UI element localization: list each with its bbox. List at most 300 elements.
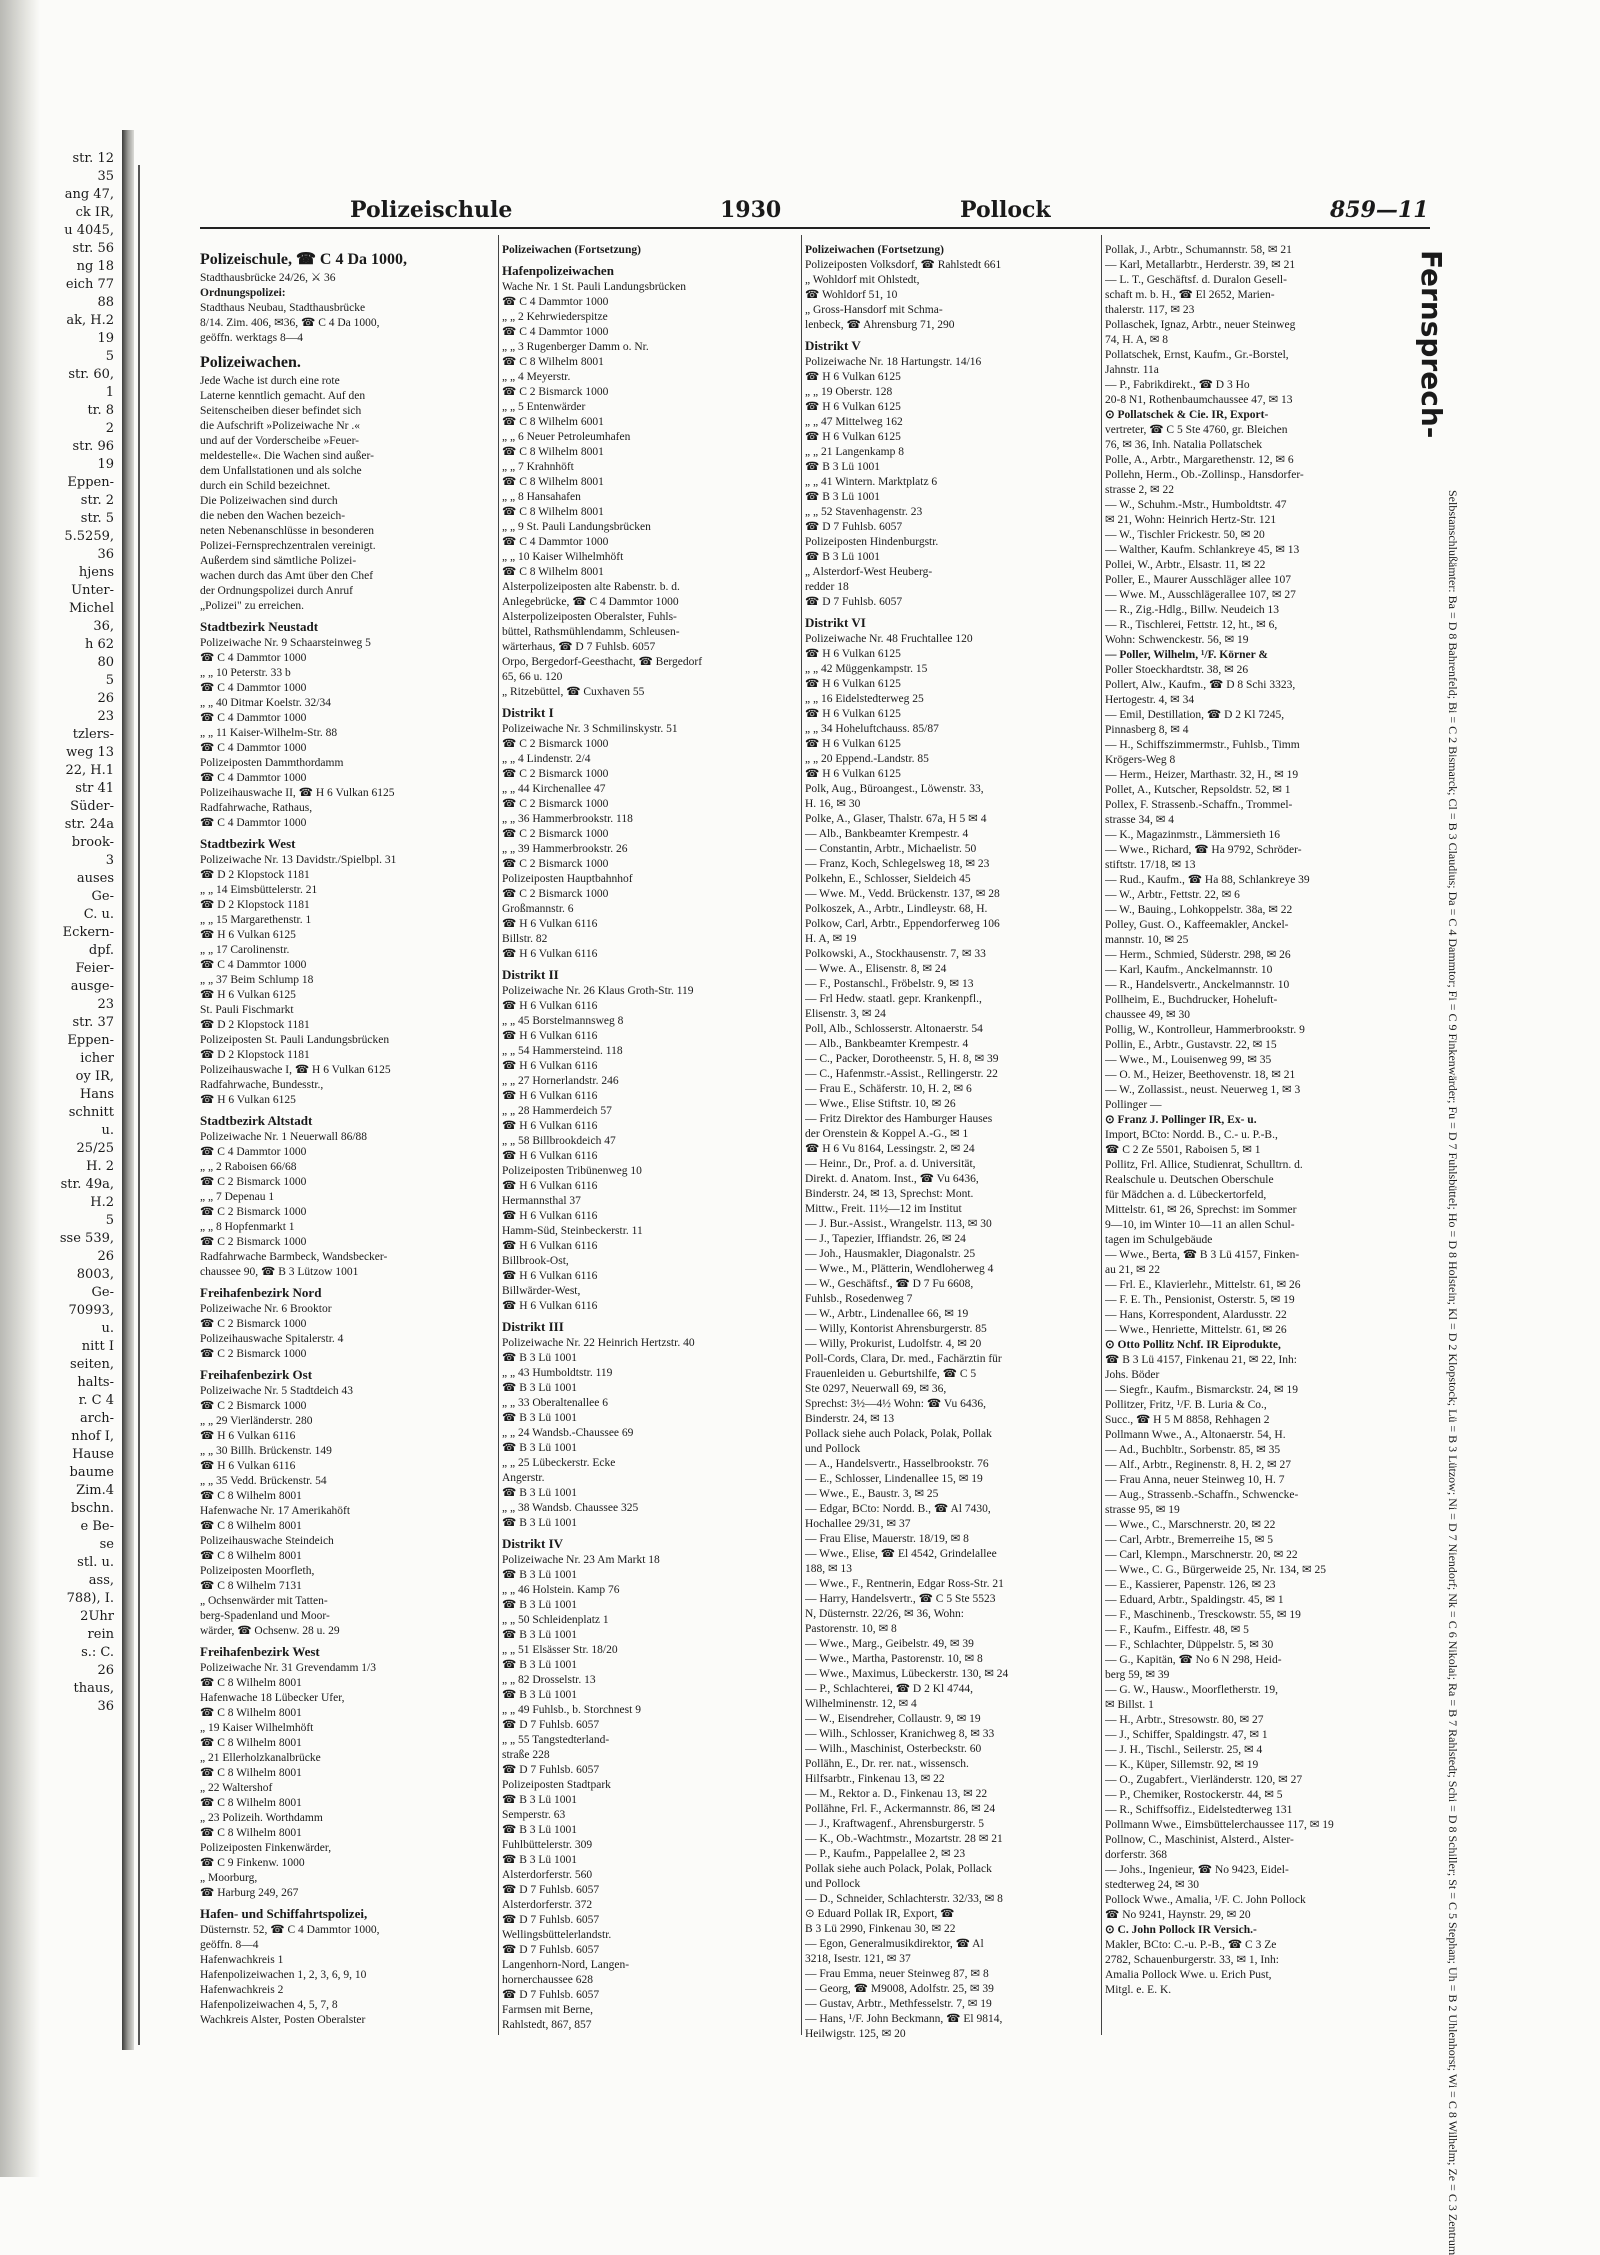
directory-line: Seitenscheiben dieser befindet sich xyxy=(200,405,362,417)
directory-line: — Karl, Metallarbtr., Herderstr. 39, ✉ 21 xyxy=(1105,259,1296,271)
directory-line: Polk, Aug., Büroangest., Löwenstr. 33, xyxy=(805,783,984,795)
left-fragment-line: Eppen- xyxy=(67,475,114,490)
header-right: Pollock xyxy=(960,197,1051,223)
directory-line: schaft m. b. H., ☎ El 2652, Marien- xyxy=(1105,289,1275,301)
left-fragment-line: str. 56 xyxy=(72,241,114,256)
directory-line: Sprechst: 3½—4½ Wohn: ☎ Vu 6436, xyxy=(805,1398,986,1410)
directory-line: Pollnow, C., Maschinist, Alsterd., Alster- xyxy=(1105,1834,1294,1846)
directory-line: „Polizei" zu erreichen. xyxy=(200,600,304,612)
left-fragment-line: Ge- xyxy=(91,889,114,904)
directory-line: Pollei, W., Arbtr., Elsastr. 11, ✉ 22 xyxy=(1105,559,1266,571)
directory-line: ☎ D 7 Fuhlsb. 6057 xyxy=(502,1719,600,1731)
directory-line: Polizeiwachen (Fortsetzung) xyxy=(502,244,641,256)
directory-line: „ Alsterdorf-West Heuberg- xyxy=(805,566,933,578)
directory-line: Polizeihauswache Spitalerstr. 4 xyxy=(200,1333,344,1345)
directory-line: ☎ Wohldorf 51, 10 xyxy=(805,289,898,301)
directory-line: H. 16, ✉ 30 xyxy=(805,798,861,810)
directory-line: — R., Handelsvertr., Anckelmannstr. 10 xyxy=(1105,979,1290,991)
left-fragment-line: oy IR, xyxy=(75,1069,114,1084)
directory-line: ☎ C 4 Dammtor 1000 xyxy=(200,817,307,829)
directory-line: „ „ 16 Eidelstedterweg 25 xyxy=(805,693,924,705)
directory-line: Außerdem sind sämtliche Polizei- xyxy=(200,555,357,567)
left-fragment-line: u. xyxy=(101,1123,114,1138)
directory-line: — Wwe., Elise Stiftstr. 10, ✉ 26 xyxy=(805,1098,956,1110)
directory-line: ☎ H 6 Vulkan 6116 xyxy=(200,1430,296,1442)
directory-line: Pollehn, Herm., Ob.-Zollinsp., Hansdorfer- xyxy=(1105,469,1304,481)
left-fragment-line: C. u. xyxy=(83,907,114,922)
directory-line: — W., Geschäftsf., ☎ D 7 Fu 6608, xyxy=(805,1278,974,1290)
directory-line: ☎ B 3 Lü 1001 xyxy=(502,1794,578,1806)
directory-line: lenbeck, ☎ Ahrensburg 71, 290 xyxy=(805,319,955,331)
directory-line: — E., Schlosser, Lindenallee 15, ✉ 19 xyxy=(805,1473,983,1485)
directory-line: — Gustav, Arbtr., Methfesselstr. 7, ✉ 19 xyxy=(805,1998,992,2010)
directory-line: ☎ C 8 Wilhelm 8001 xyxy=(502,566,604,578)
directory-line: — P., Chemiker, Rostockerstr. 44, ✉ 5 xyxy=(1105,1789,1283,1801)
directory-line: ☎ C 8 Wilhelm 8001 xyxy=(200,1550,302,1562)
directory-line: Amalia Pollock Wwe. u. Erich Pust, xyxy=(1105,1969,1272,1981)
directory-line: „ Wohldorf mit Ohlstedt, xyxy=(805,274,920,286)
directory-line: Polkowski, A., Stockhausenstr. 7, ✉ 33 xyxy=(805,948,986,960)
directory-line: ☎ H 6 Vulkan 6116 xyxy=(502,1150,598,1162)
left-fragment-line: u. xyxy=(101,1321,114,1336)
directory-line: Fuhlbüttelerstr. 309 xyxy=(502,1839,593,1851)
directory-line: hornerchaussee 628 xyxy=(502,1974,594,1986)
directory-line: „ „ 5 Entenwärder xyxy=(502,401,586,413)
directory-line: — Wwe. M., Ausschlägerallee 107, ✉ 27 xyxy=(1105,589,1296,601)
directory-line: Polkoszek, A., Arbtr., Lindleystr. 68, H. xyxy=(805,903,988,915)
directory-line: „ „ 43 Humboldtstr. 119 xyxy=(502,1367,613,1379)
directory-line: Poll, Alb., Schlosserstr. Altonaerstr. 54 xyxy=(805,1023,983,1035)
directory-line: thalerstr. 117, ✉ 23 xyxy=(1105,304,1195,316)
directory-line: „ „ 4 Meyerstr. xyxy=(502,371,571,383)
directory-line: ☎ B 3 Lü 1001 xyxy=(502,1442,578,1454)
header-left: Polizeischule xyxy=(350,197,513,223)
directory-line: „ „ 39 Hammerbrookstr. 26 xyxy=(502,843,628,855)
directory-line: ☎ D 2 Klopstock 1181 xyxy=(200,1049,310,1061)
directory-line: — E., Kassierer, Papenstr. 126, ✉ 23 xyxy=(1105,1579,1276,1591)
directory-line: 8/14. Zim. 406, ✉36, ☎ C 4 Da 1000, xyxy=(200,317,380,329)
directory-line: ☎ H 6 Vulkan 6125 xyxy=(805,401,901,413)
directory-line: Pollmann Wwe., A., Altonaerstr. 54, H. xyxy=(1105,1429,1286,1441)
directory-line: Import, BCto: Nordd. B., C.- u. P.-B., xyxy=(1105,1129,1278,1141)
directory-line: Hafenwachkreis 2 xyxy=(200,1984,284,1996)
directory-line: — Edgar, BCto: Nordd. B., ☎ Al 7430, xyxy=(805,1503,991,1515)
directory-line: Pollert, Alw., Kaufm., ☎ D 8 Schi 3323, xyxy=(1105,679,1296,691)
directory-line: — W., Schuhm.-Mstr., Humboldtstr. 47 xyxy=(1105,499,1287,511)
directory-line: — Wwe., Henriette, Mittelstr. 61, ✉ 26 xyxy=(1105,1324,1287,1336)
directory-line: ☎ C 8 Wilhelm 8001 xyxy=(502,476,604,488)
directory-line: — W., Tischler Frickestr. 50, ✉ 20 xyxy=(1105,529,1265,541)
directory-line: ☎ C 4 Dammtor 1000 xyxy=(502,536,609,548)
directory-line: — R., Zig.-Hdlg., Billw. Neudeich 13 xyxy=(1105,604,1279,616)
directory-line: Ste 0297, Neuerwall 69, ✉ 36, xyxy=(805,1383,947,1395)
left-fragment-line: e Be- xyxy=(80,1519,114,1534)
directory-line: Die Polizeiwachen sind durch xyxy=(200,495,338,507)
directory-line: ☎ C 4 Dammtor 1000 xyxy=(200,772,307,784)
directory-line: ☎ C 2 Bismarck 1000 xyxy=(200,1318,307,1330)
directory-line: Stadtbezirk West xyxy=(200,836,296,851)
directory-line: — P., Kaufm., Pappelallee 2, ✉ 23 xyxy=(805,1848,966,1860)
directory-line: ✉ 21, Wohn: Heinrich Hertz-Str. 121 xyxy=(1105,514,1277,526)
left-fragment-line: ausge- xyxy=(70,979,114,994)
header-year: 1930 xyxy=(720,197,782,223)
directory-line: Freihafenbezirk West xyxy=(200,1644,320,1659)
directory-line: ☎ C 4 Dammtor 1000 xyxy=(200,1146,307,1158)
directory-line: — M., Rektor a. D., Finkenau 13, ✉ 22 xyxy=(805,1788,988,1800)
left-fragment-line: Feier- xyxy=(75,961,114,976)
directory-line: — Alb., Bankbeamter Krempestr. 4 xyxy=(805,828,969,840)
directory-line: N, Düsternstr. 22/26, ✉ 36, Wohn: xyxy=(805,1608,964,1620)
directory-line: Wachkreis Alster, Posten Oberalster xyxy=(200,2014,366,2026)
directory-line: „ „ 41 Wintern. Marktplatz 6 xyxy=(805,476,938,488)
left-fragment-line: u 4045, xyxy=(64,223,114,238)
left-fragment-line: Süder- xyxy=(70,799,114,814)
directory-line: Hafenpolizeiwachen xyxy=(502,263,614,278)
directory-line: „ 22 Waltershof xyxy=(200,1782,273,1794)
directory-line: ☎ Harburg 249, 267 xyxy=(200,1887,299,1899)
directory-line: Polizeiposten Moorfleth, xyxy=(200,1565,315,1577)
directory-line: — Wwe., Berta, ☎ B 3 Lü 4157, Finken- xyxy=(1105,1249,1300,1261)
directory-line: berg 59, ✉ 39 xyxy=(1105,1669,1170,1681)
left-fragment-line: ang 47, xyxy=(64,187,114,202)
directory-line: ⊙ Eduard Pollak IR, Export, ☎ xyxy=(805,1908,955,1920)
directory-line: ☎ D 7 Fuhlsb. 6057 xyxy=(805,596,903,608)
directory-line: und Pollock xyxy=(805,1878,861,1890)
directory-line: Polizeiwache Nr. 26 Klaus Groth-Str. 119 xyxy=(502,985,694,997)
directory-line: — D., Schneider, Schlachterstr. 32/33, ✉ 8 xyxy=(805,1893,1003,1905)
left-fragment-line: hjens xyxy=(78,565,114,580)
left-fragment-line: 5 xyxy=(105,673,114,688)
directory-line: — H., Schiffszimmermstr., Fuhlsb., Timm xyxy=(1105,739,1300,751)
left-fragment-line: stl. u. xyxy=(77,1555,114,1570)
directory-line: Frauenleiden u. Geburtshilfe, ☎ C 5 xyxy=(805,1368,977,1380)
directory-line: Pollitz, Frl. Allice, Studienrat, Schulltrn. d. xyxy=(1105,1159,1303,1171)
directory-line: Polizeiposten Dammthordamm xyxy=(200,757,344,769)
directory-line: ☎ C 8 Wilhelm 8001 xyxy=(200,1490,302,1502)
directory-line: — Egon, Generalmusikdirektor, ☎ Al xyxy=(805,1938,984,1950)
directory-line: ✉ Billst. 1 xyxy=(1105,1699,1154,1711)
directory-line: — Wilh., Schlosser, Kranichweg 8, ✉ 33 xyxy=(805,1728,995,1740)
directory-line: Alsterpolizeiposten alte Rabenstr. b. d. xyxy=(502,581,680,593)
directory-line: „ „ 42 Müggenkampstr. 15 xyxy=(805,663,928,675)
left-fragment-line: s.: C. xyxy=(81,1645,114,1660)
directory-line: — Wwe., C. G., Bürgerweide 25, Nr. 134, ✉ 25 xyxy=(1105,1564,1326,1576)
directory-line: Polizeihauswache II, ☎ H 6 Vulkan 6125 xyxy=(200,787,395,799)
directory-line: „ „ 35 Vedd. Brückenstr. 54 xyxy=(200,1475,327,1487)
directory-line: ☎ B 3 Lü 1001 xyxy=(502,1629,578,1641)
directory-line: ☎ C 2 Bismarck 1000 xyxy=(200,1176,307,1188)
directory-line: ☎ B 3 Lü 1001 xyxy=(502,1412,578,1424)
directory-line: Wohn: Schwenckestr. 56, ✉ 19 xyxy=(1105,634,1249,646)
directory-line: ☎ H 6 Vulkan 6116 xyxy=(200,1460,296,1472)
directory-line: Poll-Cords, Clara, Dr. med., Fachärztin für xyxy=(805,1353,1002,1365)
directory-line: — Poller, Wilhelm, ¹/F. Körner & xyxy=(1105,649,1268,661)
directory-line: „ „ 82 Drosselstr. 13 xyxy=(502,1674,596,1686)
directory-line: wärterhaus, ☎ D 7 Fuhlsb. 6057 xyxy=(502,641,656,653)
directory-line: „ „ 27 Hornerlandstr. 246 xyxy=(502,1075,619,1087)
book-gutter xyxy=(122,130,134,2050)
directory-line: — F., Maschinenb., Tresckowstr. 55, ✉ 19 xyxy=(1105,1609,1301,1621)
directory-line: Wache Nr. 1 St. Pauli Landungsbrücken xyxy=(502,281,686,293)
directory-line: Alsterpolizeiposten Oberalster, Fuhls- xyxy=(502,611,677,623)
left-fragment-line: 5 xyxy=(105,1213,114,1228)
directory-line: Radfahrwache, Bundesstr., xyxy=(200,1079,324,1091)
directory-line: — J., Schiffer, Spaldingstr. 47, ✉ 1 xyxy=(1105,1729,1268,1741)
directory-line: — O., Zugabfert., Vierländerstr. 120, ✉ 27 xyxy=(1105,1774,1303,1786)
directory-line: — K., Ob.-Wachtmstr., Mozartstr. 28 ✉ 21 xyxy=(805,1833,1003,1845)
directory-line: ☎ B 3 Lü 1001 xyxy=(805,461,881,473)
directory-line: — Wwe., M., Louisenweg 99, ✉ 35 xyxy=(1105,1054,1272,1066)
directory-line: Radfahrwache Barmbeck, Wandsbecker- xyxy=(200,1251,388,1263)
directory-line: ☎ B 3 Lü 1001 xyxy=(502,1517,578,1529)
directory-line: ☎ C 8 Wilhelm 8001 xyxy=(200,1827,302,1839)
left-fragment-line: baume xyxy=(69,1465,114,1480)
directory-line: Polizeihauswache Steindeich xyxy=(200,1535,334,1547)
directory-line: 76, ✉ 36, Inh. Natalia Pollatschek xyxy=(1105,439,1263,451)
directory-line: Billwärder-West, xyxy=(502,1285,581,1297)
directory-line: ☎ C 2 Bismarck 1000 xyxy=(502,828,609,840)
directory-line: ☎ C 8 Wilhelm 8001 xyxy=(200,1797,302,1809)
directory-line: ☎ C 8 Wilhelm 8001 xyxy=(200,1520,302,1532)
directory-line: Pollig, W., Kontrolleur, Hammerbrookstr. 9 xyxy=(1105,1024,1305,1036)
directory-line: — Willy, Prokurist, Ludolfstr. 4, ✉ 20 xyxy=(805,1338,982,1350)
directory-line: au 21, ✉ 22 xyxy=(1105,1264,1160,1276)
directory-line: Alsterdorferstr. 372 xyxy=(502,1899,593,1911)
directory-line: — Herm., Heizer, Marthastr. 32, H., ✉ 19 xyxy=(1105,769,1299,781)
directory-line: Polizeiposten Tribünenweg 10 xyxy=(502,1165,642,1177)
directory-line: Stadtbezirk Neustadt xyxy=(200,619,319,634)
directory-line: ☎ C 4 Dammtor 1000 xyxy=(502,326,609,338)
directory-line: — J., Kraftwagenf., Ahrensburgerstr. 5 xyxy=(805,1818,984,1830)
left-fragment-line: 23 xyxy=(97,997,114,1012)
directory-line: Polizeiwache Nr. 3 Schmilinskystr. 51 xyxy=(502,723,678,735)
directory-line: Makler, BCto: C.-u. P.-B., ☎ C 3 Ze xyxy=(1105,1939,1277,1951)
directory-line: ☎ C 2 Bismarck 1000 xyxy=(200,1206,307,1218)
directory-line: — Alf., Arbtr., Reginenstr. 8, H. 2, ✉ 27 xyxy=(1105,1459,1291,1471)
directory-line: ☎ H 6 Vu 8164, Lessingstr. 2, ✉ 24 xyxy=(805,1143,975,1155)
directory-line: Alsterdorferstr. 560 xyxy=(502,1869,593,1881)
directory-line: 20-8 N1, Rothenbaumchaussee 47, ✉ 13 xyxy=(1105,394,1293,406)
directory-line: Polizeiwachen (Fortsetzung) xyxy=(805,244,944,256)
directory-line: „ „ 8 Hopfenmarkt 1 xyxy=(200,1221,295,1233)
left-fragment-line: 19 xyxy=(97,457,114,472)
directory-line: — J. H., Tischl., Seilerstr. 25, ✉ 4 xyxy=(1105,1744,1263,1756)
left-fragment-line: ck IR, xyxy=(75,205,114,220)
left-fragment-line: 788), I. xyxy=(66,1591,114,1606)
directory-line: — Harry, Handelsvertr., ☎ C 5 Ste 5523 xyxy=(805,1593,996,1605)
directory-line: „ „ 54 Hammersteind. 118 xyxy=(502,1045,623,1057)
directory-line: — F. E. Th., Pensionist, Osterstr. 5, ✉ 19 xyxy=(1105,1294,1295,1306)
left-fragment-line: 22, H.1 xyxy=(65,763,114,778)
directory-line: — Constantin, Arbtr., Michaelistr. 50 xyxy=(805,843,977,855)
directory-line: Hilfsarbtr., Finkenau 13, ✉ 22 xyxy=(805,1773,945,1785)
directory-line: ☎ C 9 Finkenw. 1000 xyxy=(200,1857,305,1869)
directory-line: ☎ H 6 Vulkan 6116 xyxy=(502,1300,598,1312)
directory-line: ☎ B 3 Lü 1001 xyxy=(502,1569,578,1581)
left-fragment-line: Hause xyxy=(72,1447,114,1462)
directory-line: Pollähne, Frl. F., Ackermannstr. 86, ✉ 24 xyxy=(805,1803,996,1815)
directory-line: „ Ochsenwärder mit Tatten- xyxy=(200,1595,328,1607)
left-fragment-line: nhof I, xyxy=(71,1429,114,1444)
left-fragment-line: Hans xyxy=(79,1087,114,1102)
directory-line: Jahnstr. 11a xyxy=(1105,364,1159,376)
left-fragment-line: halts- xyxy=(77,1375,114,1390)
directory-line: — C., Packer, Dorotheenstr. 5, H. 8, ✉ 39 xyxy=(805,1053,999,1065)
left-fragment-line: arch- xyxy=(79,1411,114,1426)
left-fragment-line: seiten, xyxy=(70,1357,114,1372)
directory-line: Hertogestr. 4, ✉ 34 xyxy=(1105,694,1195,706)
directory-line: ⊙ C. John Pollock IR Versich.- xyxy=(1105,1924,1257,1936)
directory-line: „ „ 40 Ditmar Koelstr. 32/34 xyxy=(200,697,331,709)
directory-line: B 3 Lü 2990, Finkenau 30, ✉ 22 xyxy=(805,1923,956,1935)
directory-line: Pollet, A., Kutscher, Repsoldstr. 52, ✉ 1 xyxy=(1105,784,1291,796)
left-fragment-line: ass, xyxy=(88,1573,114,1588)
column-2 xyxy=(502,243,802,2033)
directory-line: — G. W., Hausw., Moorfletherstr. 19, xyxy=(1105,1684,1279,1696)
directory-line: ☎ C 4 Dammtor 1000 xyxy=(200,742,307,754)
directory-line: — Herm., Schmied, Süderstr. 298, ✉ 26 xyxy=(1105,949,1291,961)
directory-line: strasse 95, ✉ 19 xyxy=(1105,1504,1180,1516)
directory-line: und auf der Vorderscheibe »Feuer- xyxy=(200,435,360,447)
directory-line: Radfahrwache, Rathaus, xyxy=(200,802,313,814)
directory-line: — Wwe., M., Plätterin, Wendloherweg 4 xyxy=(805,1263,994,1275)
directory-line: Polizeiwache Nr. 1 Neuerwall 86/88 xyxy=(200,1131,368,1143)
directory-line: „ „ 33 Oberaltenallee 6 xyxy=(502,1397,608,1409)
directory-line: Polkehn, E., Schlosser, Sieldeich 45 xyxy=(805,873,971,885)
left-fragment-line: schnitt xyxy=(68,1105,114,1120)
directory-line: Fuhlsb., Rosedenweg 7 xyxy=(805,1293,913,1305)
directory-line: Semperstr. 63 xyxy=(502,1809,566,1821)
left-fragment-line: 88 xyxy=(97,295,114,310)
directory-line: „ 19 Kaiser Wilhelmhöft xyxy=(200,1722,314,1734)
directory-line: Pollin, E., Arbtr., Gustavstr. 22, ✉ 15 xyxy=(1105,1039,1277,1051)
directory-line: — W., Arbtr., Fettstr. 22, ✉ 6 xyxy=(1105,889,1240,901)
column-1 xyxy=(200,243,500,2028)
directory-line: ☎ H 6 Vulkan 6125 xyxy=(805,708,901,720)
directory-line: ☎ H 6 Vulkan 6125 xyxy=(805,648,901,660)
left-fragment-line: str. 24a xyxy=(64,817,114,832)
directory-line: Polizeiwache Nr. 6 Brooktor xyxy=(200,1303,332,1315)
directory-line: Polizeiwache Nr. 9 Schaarsteinweg 5 xyxy=(200,637,371,649)
directory-line: „ „ 10 Peterstr. 33 b xyxy=(200,667,291,679)
directory-line: — Eduard, Arbtr., Spaldingstr. 45, ✉ 1 xyxy=(1105,1594,1284,1606)
left-fragment-line: 3 xyxy=(105,853,114,868)
directory-line: „ „ 14 Eimsbüttelerstr. 21 xyxy=(200,884,318,896)
directory-line: Mittelstr. 61, ✉ 26, Sprechst: im Sommer xyxy=(1105,1204,1297,1216)
directory-line: Polizeiposten Hindenburgstr. xyxy=(805,536,939,548)
directory-line: — Karl, Kaufm., Anckelmannstr. 10 xyxy=(1105,964,1273,976)
directory-line: Distrikt VI xyxy=(805,615,866,630)
directory-line: „ „ 52 Stavenhagenstr. 23 xyxy=(805,506,923,518)
directory-line: — Johs., Ingenieur, ☎ No 9423, Eidel- xyxy=(1105,1864,1289,1876)
directory-line: für Mädchen a. d. Lübeckertorfeld, xyxy=(1105,1189,1267,1201)
directory-line: Stadtbezirk Altstadt xyxy=(200,1113,313,1128)
directory-line: „ „ 34 Hoheluftchauss. 85/87 xyxy=(805,723,939,735)
directory-line: Distrikt II xyxy=(502,967,559,982)
directory-line: wärder, ☎ Ochsenw. 28 u. 29 xyxy=(200,1625,340,1637)
directory-line: „ „ 51 Elsässer Str. 18/20 xyxy=(502,1644,618,1656)
directory-line: vertreter, ☎ C 5 Ste 4760, gr. Bleichen xyxy=(1105,424,1288,436)
directory-line: — Joh., Hausmakler, Diagonalstr. 25 xyxy=(805,1248,976,1260)
directory-line: — R., Schiffsoffiz., Eidelstedterweg 131 xyxy=(1105,1804,1293,1816)
directory-line: ☎ B 3 Lü 4157, Finkenau 21, ✉ 22, Inh: xyxy=(1105,1354,1297,1366)
directory-line: die Aufschrift »Polizeiwache Nr .« xyxy=(200,420,360,432)
directory-line: Distrikt III xyxy=(502,1319,564,1334)
directory-line: — Alb., Bankbeamter Krempestr. 4 xyxy=(805,1038,969,1050)
directory-line: ⊙ Otto Pollitz Nchf. IR Eiprodukte, xyxy=(1105,1339,1281,1351)
directory-line: straße 228 xyxy=(502,1749,550,1761)
directory-line: — F., Postanschl., Fröbelstr. 9, ✉ 13 xyxy=(805,978,974,990)
directory-line: Polizeiwache Nr. 5 Stadtdeich 43 xyxy=(200,1385,353,1397)
directory-line: ☎ C 4 Dammtor 1000 xyxy=(200,652,307,664)
directory-line: „ „ 4 Lindenstr. 2/4 xyxy=(502,753,591,765)
directory-line: „ „ 24 Wandsb.-Chaussee 69 xyxy=(502,1427,634,1439)
directory-line: mannstr. 10, ✉ 25 xyxy=(1105,934,1189,946)
directory-line: Polizeiwache Nr. 23 Am Markt 18 xyxy=(502,1554,660,1566)
directory-line: Pollinger — xyxy=(1105,1099,1162,1111)
directory-line: Laterne kenntlich gemacht. Auf den xyxy=(200,390,366,402)
directory-line: strasse 34, ✉ 4 xyxy=(1105,814,1175,826)
directory-line: — Walther, Kaufm. Schlankreye 45, ✉ 13 xyxy=(1105,544,1300,556)
left-fragment-line: 80 xyxy=(97,655,114,670)
directory-line: — F., Schlachter, Düppelstr. 5, ✉ 30 xyxy=(1105,1639,1274,1651)
directory-line: Succ., ☎ H 5 M 8858, Rehhagen 2 xyxy=(1105,1414,1270,1426)
directory-line: Polizeiwache Nr. 18 Hartungstr. 14/16 xyxy=(805,356,982,368)
directory-line: — Frau Elise, Mauerstr. 18/19, ✉ 8 xyxy=(805,1533,969,1545)
directory-line: Binderstr. 24, ✉ 13, Sprechst: Mont. xyxy=(805,1188,974,1200)
directory-line: — Frau E., Schäferstr. 10, H. 2, ✉ 6 xyxy=(805,1083,972,1095)
left-fragment-line: 25/25 xyxy=(76,1141,114,1156)
directory-line: ☎ H 6 Vulkan 6116 xyxy=(502,1000,598,1012)
directory-line: geöffn. 8—4 xyxy=(200,1939,259,1951)
directory-line: Farmsen mit Berne, xyxy=(502,2004,594,2016)
directory-line: — Carl, Klempn., Marschnerstr. 20, ✉ 22 xyxy=(1105,1549,1298,1561)
directory-line: ☎ H 6 Vulkan 6125 xyxy=(805,431,901,443)
directory-line: — Rud., Kaufm., ☎ Ha 88, Schlankreye 39 xyxy=(1105,874,1310,886)
directory-line: — Frl. E., Klavierlehr., Mittelstr. 61, ✉ 26 xyxy=(1105,1279,1301,1291)
directory-line: Pinnasberg 8, ✉ 4 xyxy=(1105,724,1189,736)
directory-line: Poller Stoeckhardtstr. 38, ✉ 26 xyxy=(1105,664,1249,676)
directory-line: ☎ C 2 Bismarck 1000 xyxy=(502,386,609,398)
page-header xyxy=(200,193,1430,229)
left-fragment-line: 2Uhr xyxy=(80,1609,114,1624)
directory-line: ⊙ Pollatschek & Cie. IR, Export- xyxy=(1105,409,1269,421)
directory-line: Pollatschek, Ernst, Kaufm., Gr.-Borstel, xyxy=(1105,349,1289,361)
directory-line: Polizeiwache Nr. 13 Davidstr./Spielbpl. 31 xyxy=(200,854,397,866)
left-fragment-line: H. 2 xyxy=(86,1159,114,1174)
left-fragment-line: 26 xyxy=(97,1663,114,1678)
directory-line: „ „ 55 Tangstedterland- xyxy=(502,1734,610,1746)
directory-line: „ Ritzebüttel, ☎ Cuxhaven 55 xyxy=(502,686,645,698)
directory-line: Polizeiwache Nr. 48 Fruchtallee 120 xyxy=(805,633,973,645)
directory-line: 9—10, im Winter 10—11 an allen Schul- xyxy=(1105,1219,1295,1231)
left-fragment-line: 70993, xyxy=(68,1303,114,1318)
directory-line: ☎ B 3 Lü 1001 xyxy=(502,1659,578,1671)
directory-line: ⊙ Franz J. Pollinger IR, Ex- u. xyxy=(1105,1114,1257,1126)
directory-line: ☎ C 8 Wilhelm 8001 xyxy=(502,446,604,458)
directory-line: Hafenwache 18 Lübecker Ufer, xyxy=(200,1692,345,1704)
directory-line: — Carl, Arbtr., Bremerreihe 15, ✉ 5 xyxy=(1105,1534,1274,1546)
left-fragment-line: Zim.4 xyxy=(76,1483,114,1498)
directory-line: Polizeiwache Nr. 22 Heinrich Hertzstr. 40 xyxy=(502,1337,695,1349)
vertical-title: Fernsprech- xyxy=(1415,250,1448,439)
directory-line: ☎ C 4 Dammtor 1000 xyxy=(200,682,307,694)
directory-line: Billbrook-Ost, xyxy=(502,1255,569,1267)
directory-line: ☎ H 6 Vulkan 6125 xyxy=(200,929,296,941)
directory-line: — C., Hafenmstr.-Assist., Rellingerstr. 22 xyxy=(805,1068,998,1080)
directory-line: Ordnungspolizei: xyxy=(200,287,286,299)
directory-line: Angerstr. xyxy=(502,1472,545,1484)
